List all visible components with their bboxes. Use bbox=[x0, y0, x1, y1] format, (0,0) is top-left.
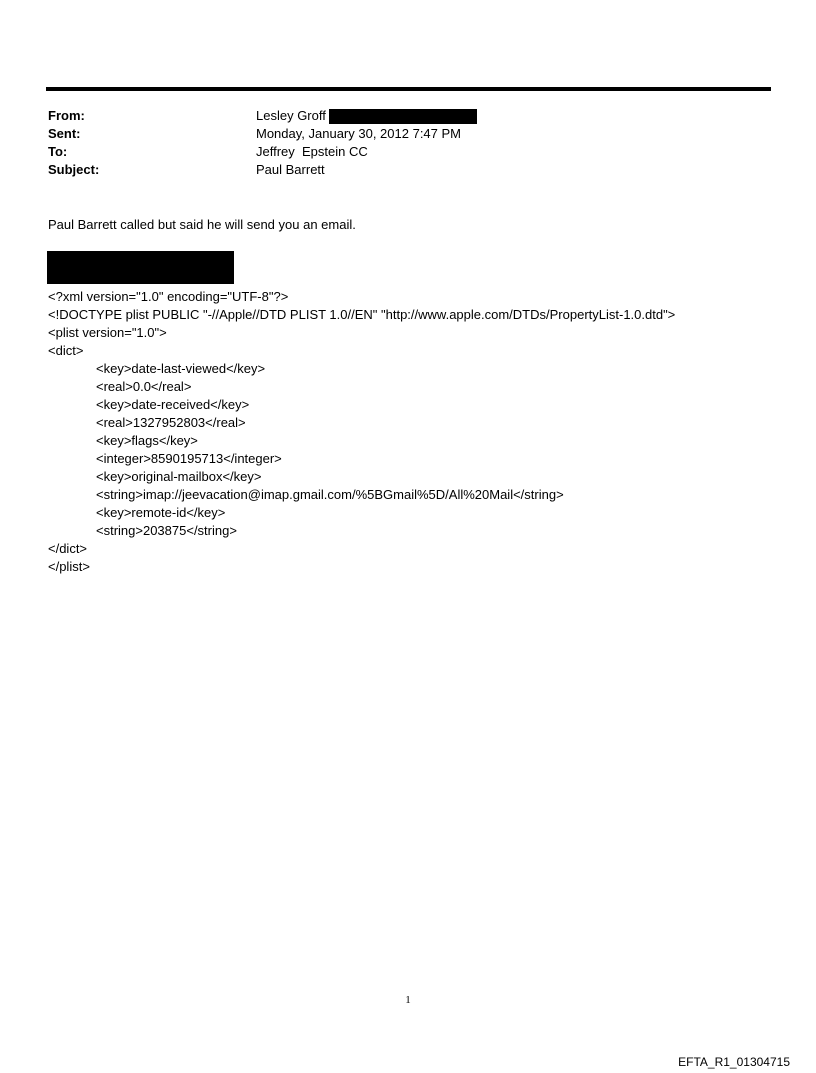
plist-line: <real>1327952803</real> bbox=[96, 415, 246, 430]
from-name: Lesley Groff bbox=[256, 108, 326, 123]
plist-line: <real>0.0</real> bbox=[96, 379, 192, 394]
sent-row bbox=[48, 125, 748, 143]
to-label: To: bbox=[48, 144, 68, 159]
plist-line: <dict> bbox=[48, 343, 84, 358]
plist-line: <key>flags</key> bbox=[96, 433, 198, 448]
page-number: 1 bbox=[405, 994, 411, 1006]
plist-line: </dict> bbox=[48, 541, 88, 556]
plist-line: <key>date-last-viewed</key> bbox=[96, 361, 266, 376]
subject-row bbox=[48, 161, 748, 179]
redaction-block bbox=[47, 251, 234, 284]
from-row bbox=[48, 107, 748, 125]
to-value: Jeffrey Epstein CC bbox=[256, 144, 368, 159]
header-rule bbox=[46, 87, 771, 91]
redaction-bar bbox=[329, 109, 477, 124]
subject-label: Subject: bbox=[48, 162, 100, 177]
plist-line: <integer>8590195713</integer> bbox=[96, 451, 282, 466]
plist-line: <!DOCTYPE plist PUBLIC "-//Apple//DTD PLIST 1.0//EN" "http://www.apple.com/DTDs/PropertyList-1.0.dtd"> bbox=[48, 307, 676, 322]
from-value bbox=[256, 107, 477, 125]
subject-value: Paul Barrett bbox=[256, 162, 325, 177]
plist-line: <key>original-mailbox</key> bbox=[96, 469, 262, 484]
to-row bbox=[48, 143, 748, 161]
plist-line: <key>remote-id</key> bbox=[96, 505, 226, 520]
from-label: From: bbox=[48, 108, 85, 123]
plist-line: <key>date-received</key> bbox=[96, 397, 250, 412]
plist-line: <plist version="1.0"> bbox=[48, 325, 167, 340]
plist-line: <?xml version="1.0" encoding="UTF-8"?> bbox=[48, 289, 289, 304]
sent-value: Monday, January 30, 2012 7:47 PM bbox=[256, 126, 461, 141]
plist-line: <string>203875</string> bbox=[96, 523, 237, 538]
message-body: Paul Barrett called but said he will send you an email. bbox=[48, 217, 356, 232]
plist-line: </plist> bbox=[48, 559, 90, 574]
sent-label: Sent: bbox=[48, 126, 81, 141]
bates-number: EFTA_R1_01304715 bbox=[678, 1055, 790, 1069]
plist-line: <string>imap://jeevacation@imap.gmail.com/%5BGmail%5D/All%20Mail</string> bbox=[96, 487, 564, 502]
